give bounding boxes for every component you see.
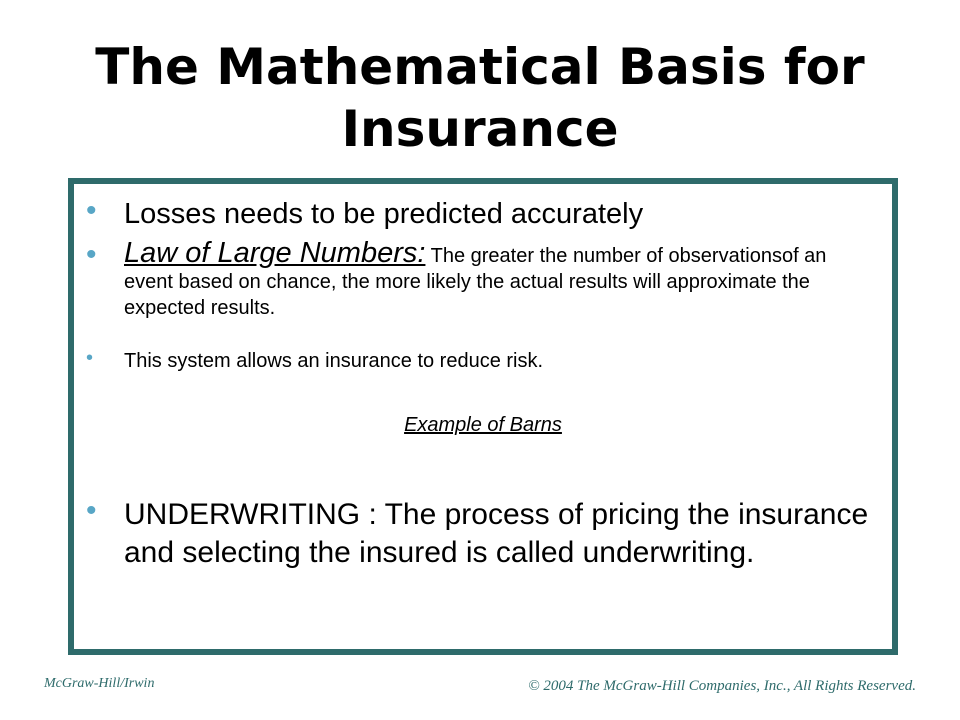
bullet-icon: •: [86, 494, 97, 527]
bullet-icon: •: [86, 194, 97, 227]
slide-title: The Mathematical Basis for Insurance: [95, 38, 865, 158]
law-definition: The greater the number of observationsof an event based on chance, the more likely the actual results will approximate the expected results.: [124, 245, 827, 319]
publisher-footer: McGraw-Hill/Irwin: [44, 676, 155, 691]
bullet-item: [84, 237, 874, 321]
content-box: [68, 178, 898, 655]
copyright-footer: © 2004 The McGraw-Hill Companies, Inc., All Rights Reserved.: [528, 678, 916, 694]
bullet-item: [84, 496, 874, 572]
law-of-large-numbers-term: Law of Large Numbers:: [124, 237, 426, 269]
bullet-item: [84, 196, 874, 232]
example-link[interactable]: Example of Barns: [404, 414, 562, 436]
bullet-text: UNDERWRITING : The process of pricing the insurance and selecting the insured is called underwriting.: [124, 498, 869, 569]
bullet-icon: •: [86, 238, 97, 271]
bullet-text: This system allows an insurance to reduce risk.: [124, 350, 544, 372]
bullet-text: [124, 237, 874, 321]
bullet-icon: •: [86, 347, 94, 369]
bullet-text: Losses needs to be predicted accurately: [124, 198, 644, 230]
bullet-item: [84, 348, 874, 374]
